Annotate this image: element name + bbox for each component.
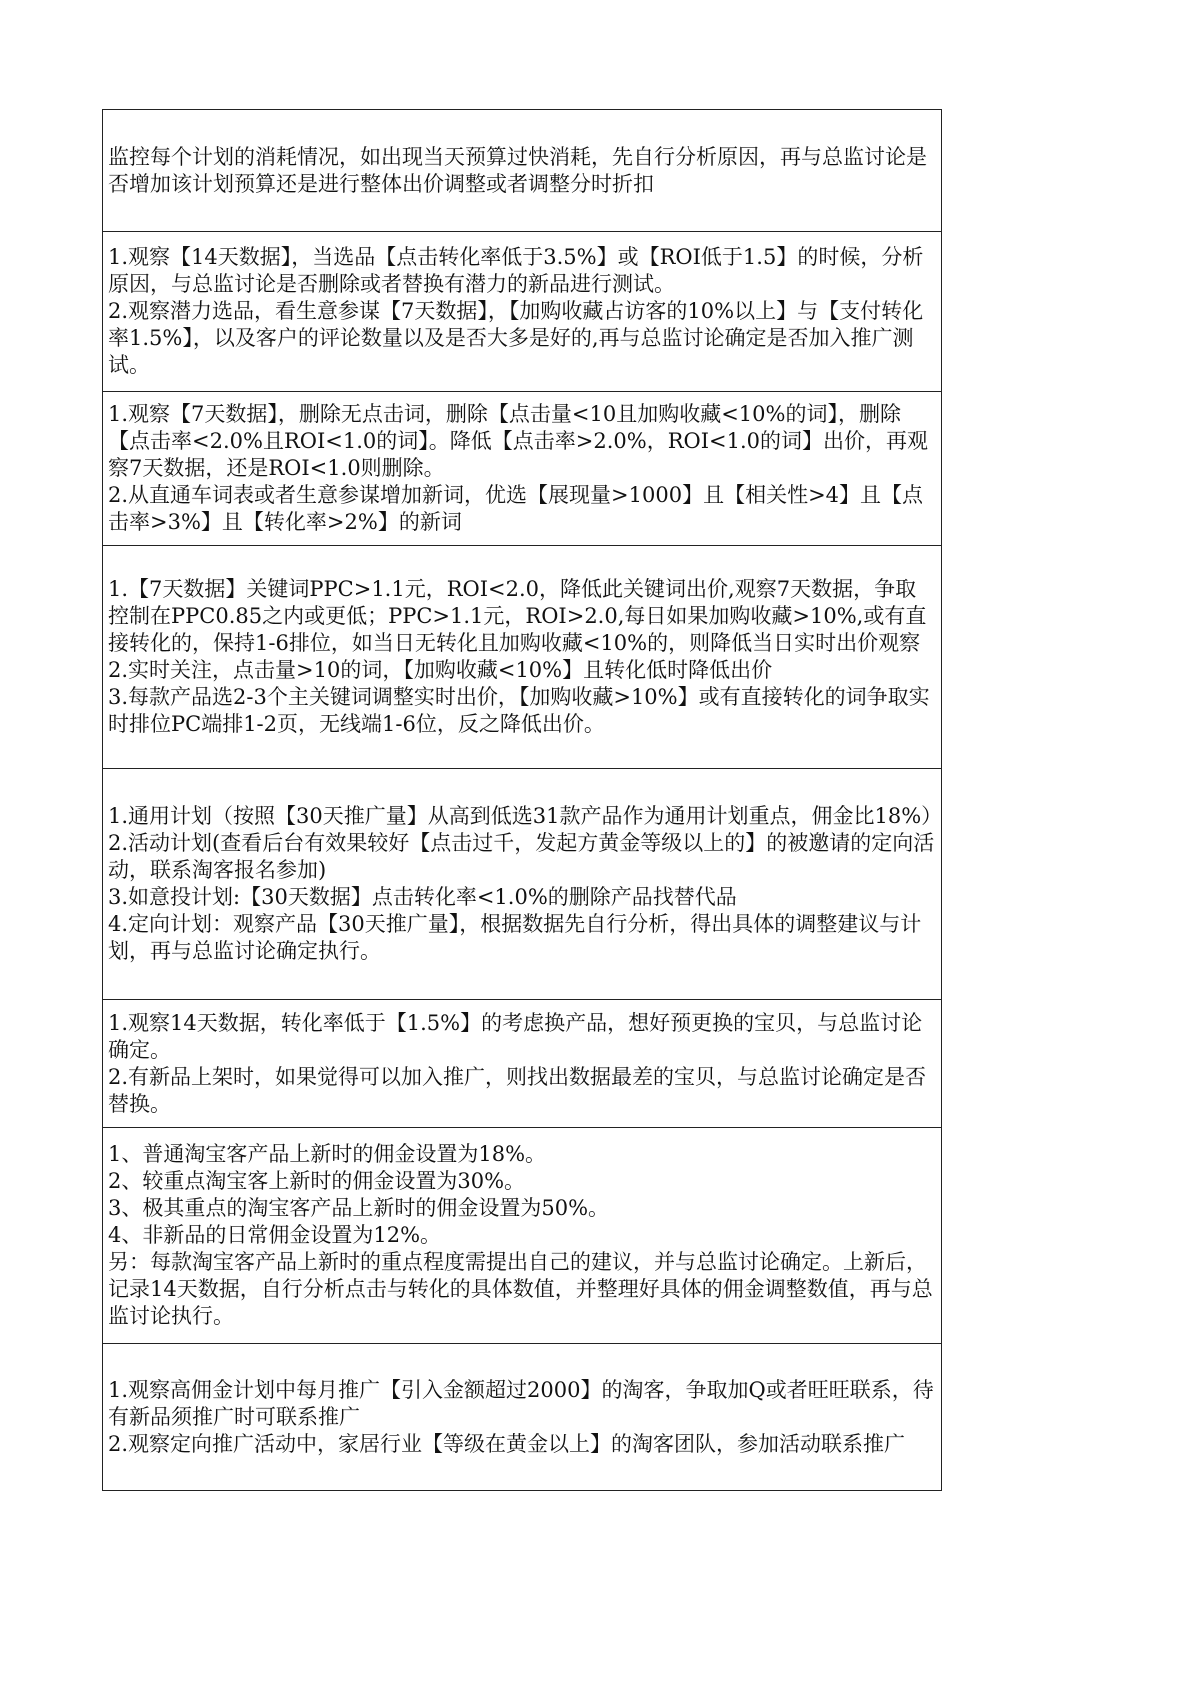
table-row [103,110,942,232]
table-cell [103,546,942,769]
cell-paragraph: 监控每个计划的消耗情况，如出现当天预算过快消耗，先自行分析原因，再与总监讨论是否增加该计划预算还是进行整体出价调整或者调整分时折扣 [108,144,927,196]
plan-table-body [103,110,942,1491]
cell-paragraph: 1.观察高佣金计划中每月推广【引入金额超过2000】的淘客，争取加Q或者旺旺联系，待有新品须推广时可联系推广 [108,1377,934,1429]
cell-paragraph: 1、普通淘宝客产品上新时的佣金设置为18%。 [108,1142,547,1166]
table-row [103,1128,942,1344]
cell-paragraph: 1.观察【14天数据】，当选品【点击转化率低于3.5%】或【ROI低于1.5】的时候，分析原因，与总监讨论是否删除或者替换有潜力的新品进行测试。 [108,245,924,296]
cell-paragraph: 4、非新品的日常佣金设置为12%。 [108,1223,442,1247]
table-cell [103,1000,942,1128]
table-row [103,1000,942,1128]
table-cell [103,392,942,546]
cell-paragraph: 2.从直通车词表或者生意参谋增加新词，优选【展现量>1000】且【相关性>4】且【点击率>3%】且【转化率>2%】的新词 [108,483,924,534]
cell-paragraph: 3.如意投计划:【30天数据】点击转化率<1.0%的删除产品找替代品 [108,885,737,909]
cell-paragraph: 3、极其重点的淘宝客产品上新时的佣金设置为50%。 [108,1196,610,1220]
table-cell [103,769,942,1000]
table-row [103,392,942,546]
table-cell [103,232,942,392]
cell-paragraph: 1.观察【7天数据】，删除无点击词，删除【点击量<10且加购收藏<10%的词】，删除【点击率<2.0%且ROI<1.0的词】。降低【点击率>2.0%，ROI<1.0的词】出价，再观察7天数据，还是ROI<1.0则删除。 [108,402,929,480]
plan-table [102,109,942,1491]
cell-paragraph: 3.每款产品选2-3个主关键词调整实时出价，【加购收藏>10%】或有直接转化的词争取实时排位PC端排1-2页，无线端1-6位，反之降低出价。 [108,685,930,736]
cell-paragraph: 1.观察14天数据，转化率低于【1.5%】的考虑换产品，想好预更换的宝贝，与总监讨论确定。 [108,1010,923,1062]
cell-paragraph: 2.实时关注，点击量>10的词，【加购收藏<10%】且转化低时降低出价 [108,658,773,682]
table-cell [103,1344,942,1491]
cell-paragraph: 2.活动计划(查看后台有效果较好【点击过千，发起方黄金等级以上的】的被邀请的定向活动，联系淘客报名参加) [108,831,935,882]
cell-paragraph: 2.观察潜力选品，看生意参谋【7天数据】，【加购收藏占访客的10%以上】与【支付转化率1.5%】，以及客户的评论数量以及是否大多是好的,再与总监讨论确定是否加入推广测试。 [108,299,924,377]
cell-paragraph: 4.定向计划：观察产品【30天推广量】，根据数据先自行分析，得出具体的调整建议与计划，再与总监讨论确定执行。 [108,912,922,963]
cell-paragraph: 1.通用计划（按照【30天推广量】从高到低选31款产品作为通用计划重点，佣金比18%） [108,804,943,828]
cell-paragraph: 1.【7天数据】关键词PPC>1.1元，ROI<2.0，降低此关键词出价,观察7天数据，争取控制在PPC0.85之内或更低；PPC>1.1元，ROI>2.0,每日如果加购收藏>10%,或有直接转化的，保持1-6排位，如当日无转化且加购收藏<10%的，则降低当日实时出价观察 [108,577,927,655]
cell-paragraph: 2.观察定向推广活动中，家居行业【等级在黄金以上】的淘客团队，参加活动联系推广 [108,1431,906,1456]
table-row [103,769,942,1000]
cell-paragraph: 2.有新品上架时，如果觉得可以加入推广，则找出数据最差的宝贝，与总监讨论确定是否替换。 [108,1064,927,1116]
cell-paragraph: 2、较重点淘宝客上新时的佣金设置为30%。 [108,1169,526,1193]
cell-paragraph: 另：每款淘宝客产品上新时的重点程度需提出自己的建议，并与总监讨论确定。上新后，记录14天数据，自行分析点击与转化的具体数值，并整理好具体的佣金调整数值，再与总监讨论执行。 [108,1250,933,1328]
table-row [103,1344,942,1491]
table-row [103,546,942,769]
table-row [103,232,942,392]
table-cell [103,1128,942,1344]
table-cell [103,110,942,232]
